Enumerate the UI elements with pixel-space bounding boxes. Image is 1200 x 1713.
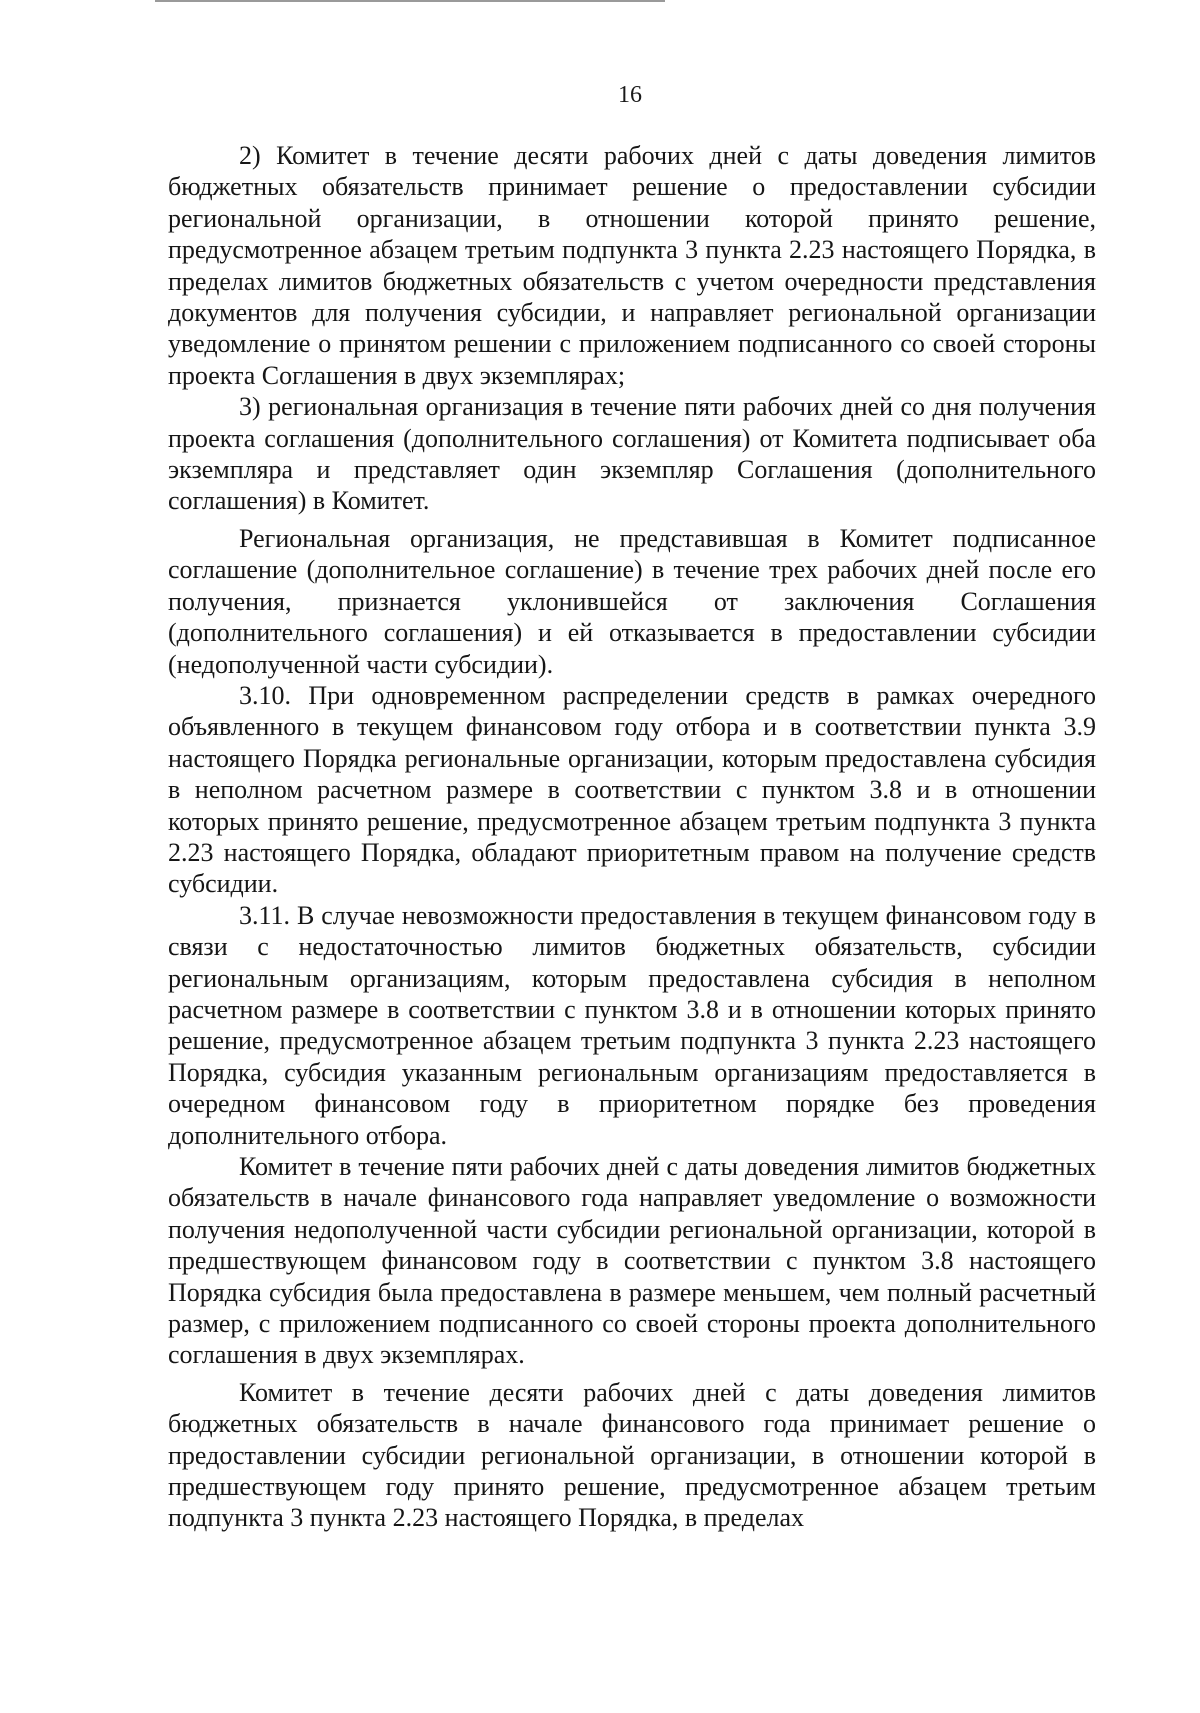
paragraph-notification: Комитет в течение пяти рабочих дней с даты доведения лимитов бюджетных обязательств в начале финансового года направляет уведомление о возможности получения недополученной части субсидии региональной организации, которой в предшествующем финансовом году в соответствии с пунктом 3.8 настоящего Порядка субсидия была предоставлена в размере меньшем, чем полный расчетный размер, с приложением подписанного со своей стороны проекта дополнительного соглашения в двух экземплярах.: [168, 1152, 1096, 1370]
paragraph-3-11: 3.11. В случае невозможности предоставления в текущем финансовом году в связи с недостаточностью лимитов бюджетных обязательств, субсидии региональным организациям, которым предоставлена субсидия в неполном расчетном размере в соответствии с пунктом 3.8 и в отношении которых принято решение, предусмотренное абзацем третьим подпункта 3 пункта 2.23 настоящего Порядка, субсидия указанным региональным организациям предоставляется в очередном финансовом году в приоритетном порядке без проведения дополнительного отбора.: [168, 900, 1096, 1150]
top-edge-rule: [155, 0, 665, 2]
page-number: 16: [618, 82, 642, 108]
document-body: [168, 140, 1096, 1534]
paragraph-decision: Комитет в течение десяти рабочих дней с даты доведения лимитов бюджетных обязательств в начале финансового года принимает решение о предоставлении субсидии региональной организации, в отношении которой в предшествующем году принято решение, предусмотренное абзацем третьим подпункта 3 пункта 2.23 настоящего Порядка, в пределах: [168, 1377, 1096, 1533]
paragraph-item-2: 2) Комитет в течение десяти рабочих дней с даты доведения лимитов бюджетных обязательств принимает решение о предоставлении субсидии региональной организации, в отношении которой принято решение, предусмотренное абзацем третьим подпункта 3 пункта 2.23 настоящего Порядка, в пределах лимитов бюджетных обязательств с учетом очередности представления документов для получения субсидии, и направляет региональной организации уведомление о принятом решении с приложением подписанного со своей стороны проекта Соглашения в двух экземплярах;: [168, 141, 1096, 390]
paragraph-item-3: 3) региональная организация в течение пяти рабочих дней со дня получения проекта соглашения (дополнительного соглашения) от Комитета подписывает оба экземпляра и представляет один экземпляр Соглашения (дополнительного соглашения) в Комитет.: [168, 392, 1096, 516]
paragraph-3-10: 3.10. При одновременном распределении средств в рамках очередного объявленного в текущем финансовом году отбора и в соответствии пункта 3.9 настоящего Порядка региональные организации, которым предоставлена субсидия в неполном расчетном размере в соответствии с пунктом 3.8 и в отношении которых принято решение, предусмотренное абзацем третьим подпункта 3 пункта 2.23 настоящего Порядка, обладают приоритетным правом на получение средств субсидии.: [168, 680, 1096, 899]
paragraph-refusal: Региональная организация, не представившая в Комитет подписанное соглашение (дополнительное соглашение) в течение трех рабочих дней после его получения, признается уклонившейся от заключения Соглашения (дополнительного соглашения) и ей отказывается в предоставлении субсидии (недополученной части субсидии).: [168, 523, 1096, 679]
